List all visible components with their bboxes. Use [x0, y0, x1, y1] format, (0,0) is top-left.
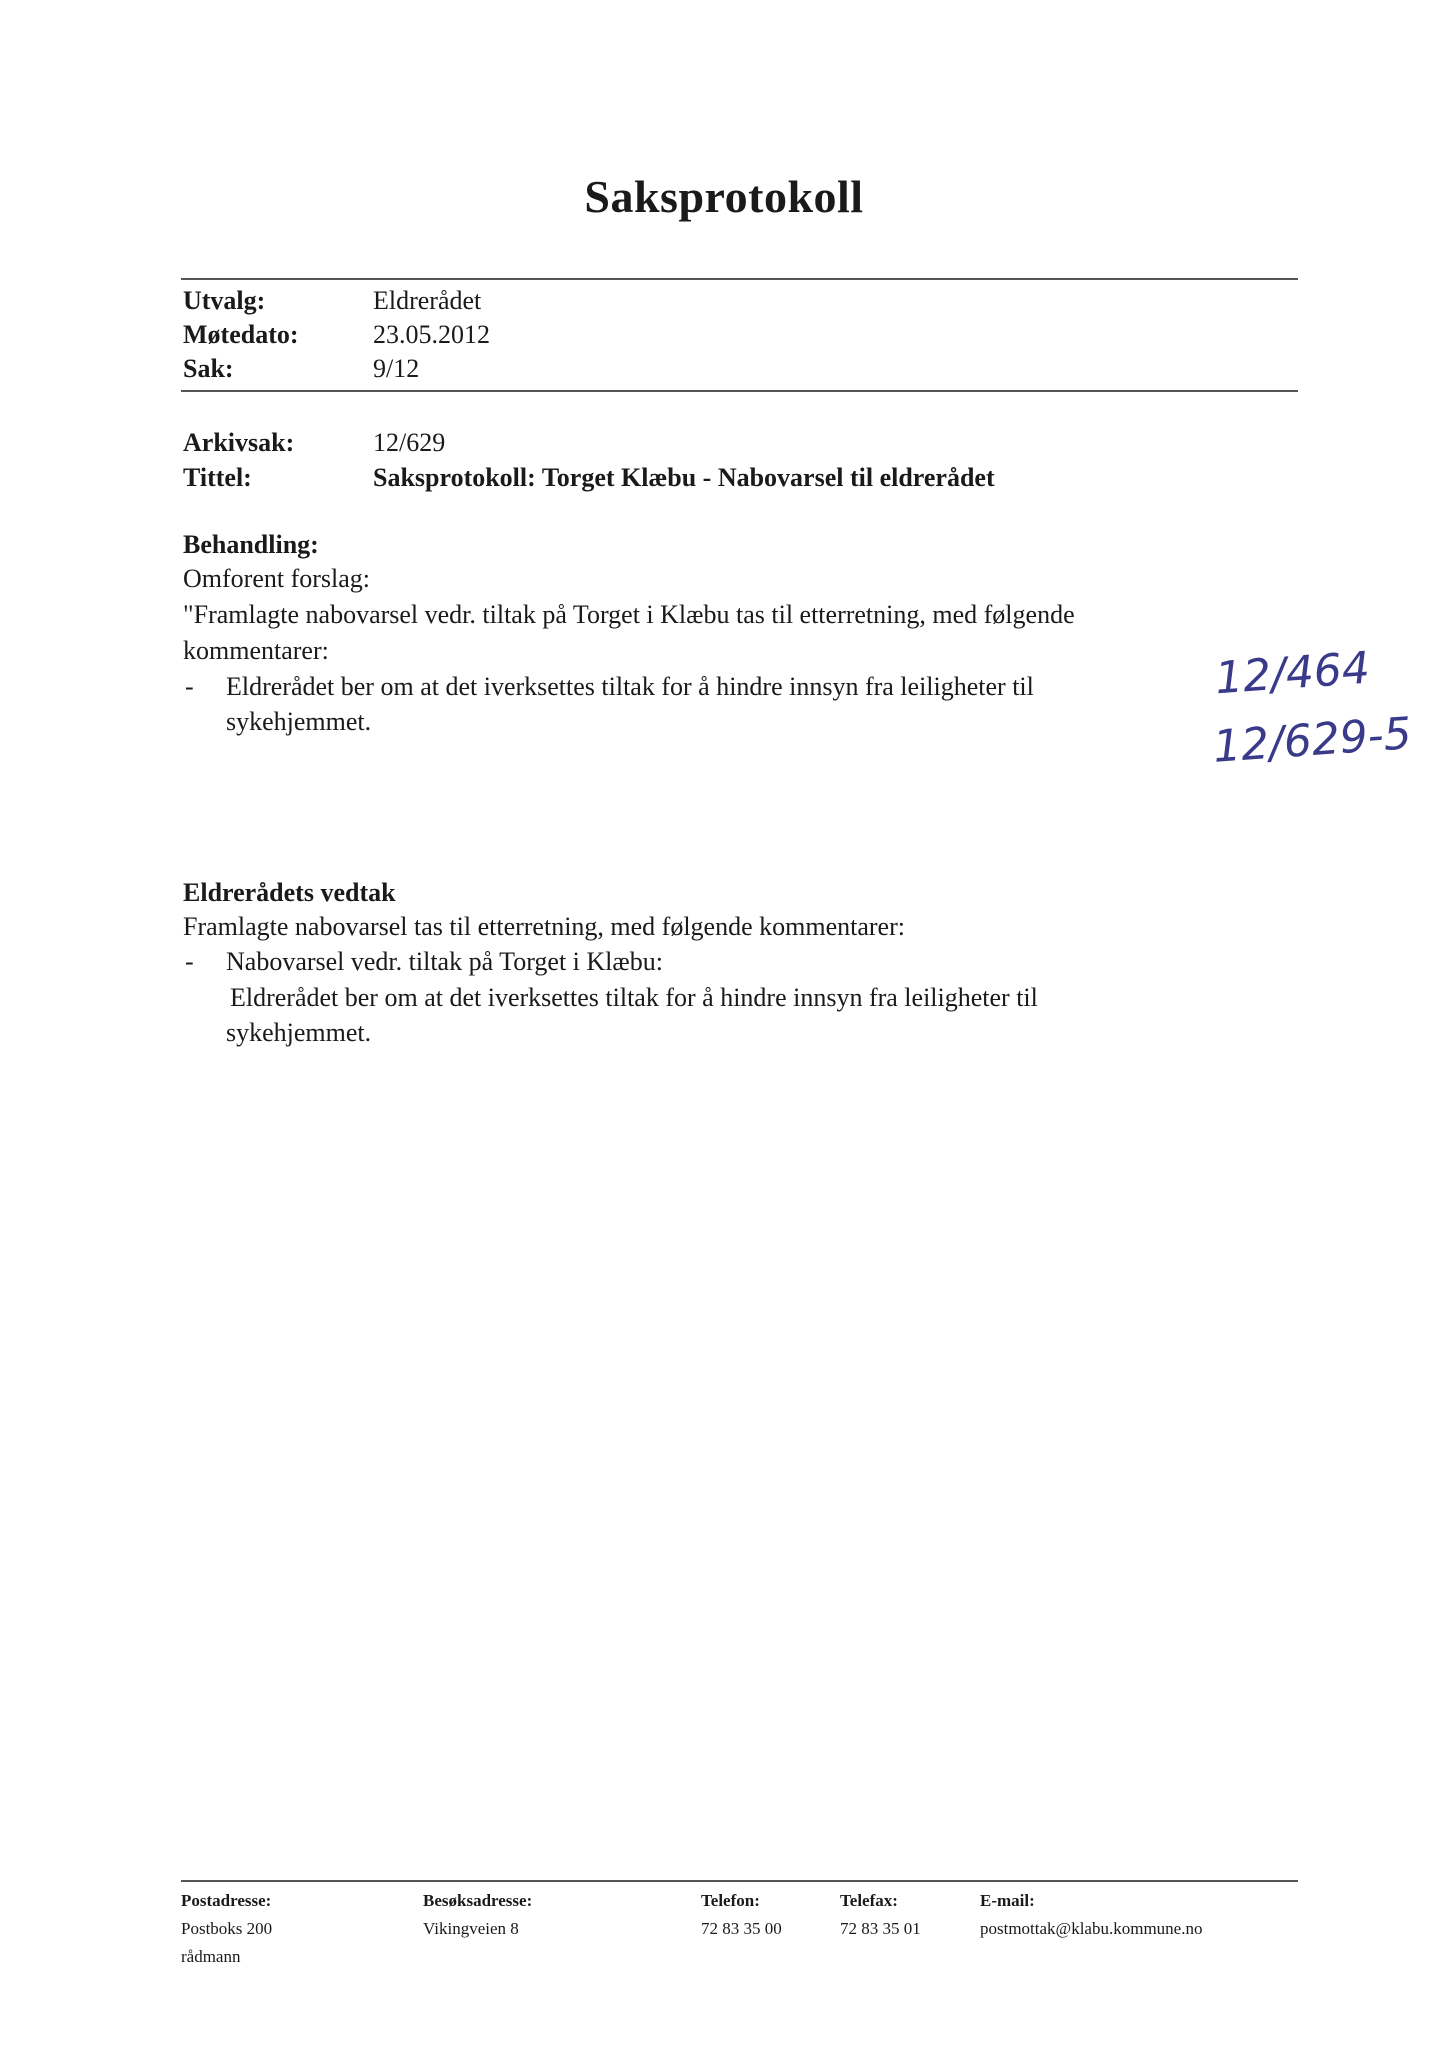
behandling-line-1: Omforent forslag:	[183, 564, 371, 593]
telefax-label: Telefax:	[840, 1891, 898, 1910]
footer-email	[980, 1887, 1202, 1943]
besoksadresse-value: Vikingveien 8	[423, 1919, 519, 1938]
footer-divider	[181, 1880, 1298, 1882]
vedtak-bullet-line-1: Nabovarsel vedr. tiltak på Torget i Klæbu:	[226, 947, 663, 976]
arkivsak-value: 12/629	[373, 428, 446, 457]
behandling-bullet-dash: -	[185, 672, 194, 701]
postadresse-line-2: rådmann	[181, 1947, 241, 1966]
tittel-label: Tittel:	[183, 463, 252, 492]
postadresse-label: Postadresse:	[181, 1891, 272, 1910]
divider-top	[181, 278, 1298, 280]
besoksadresse-label: Besøksadresse:	[423, 1891, 533, 1910]
divider-meta	[181, 390, 1298, 392]
behandling-line-2: "Framlagte nabovarsel vedr. tiltak på Torget i Klæbu tas til etterretning, med følgende	[183, 600, 1075, 629]
handwritten-note-1: 12/464	[1213, 642, 1372, 705]
vedtak-line-3: sykehjemmet.	[226, 1018, 372, 1047]
telefax-value: 72 83 35 01	[840, 1919, 921, 1938]
telefon-label: Telefon:	[701, 1891, 760, 1910]
utvalg-label: Utvalg:	[183, 286, 266, 315]
arkivsak-label: Arkivsak:	[183, 428, 295, 457]
sak-label: Sak:	[183, 354, 234, 383]
behandling-bullet-line-2: sykehjemmet.	[226, 707, 372, 736]
footer-besoksadresse	[423, 1887, 532, 1943]
vedtak-heading: Eldrerådets vedtak	[183, 878, 396, 907]
page-title: Saksprotokoll	[584, 171, 864, 222]
vedtak-line-2: Eldrerådet ber om at det iverksettes tiltak for å hindre innsyn fra leiligheter til	[230, 983, 1038, 1012]
motedato-value: 23.05.2012	[373, 320, 490, 349]
email-value[interactable]: postmottak@klabu.kommune.no	[980, 1919, 1203, 1938]
vedtak-line-1: Framlagte nabovarsel tas til etterretning, med følgende kommentarer:	[183, 912, 905, 941]
utvalg-value: Eldrerådet	[373, 286, 482, 315]
motedato-label: Møtedato:	[183, 320, 299, 349]
vedtak-bullet-dash: -	[185, 947, 194, 976]
footer-telefax	[840, 1887, 921, 1943]
behandling-line-3: kommentarer:	[183, 636, 329, 665]
tittel-value: Saksprotokoll: Torget Klæbu - Nabovarsel til eldrerådet	[373, 463, 995, 492]
email-label: E-mail:	[980, 1891, 1035, 1910]
handwritten-note-2: 12/629-5	[1211, 708, 1414, 773]
behandling-bullet-line-1: Eldrerådet ber om at det iverksettes tiltak for å hindre innsyn fra leiligheter til	[226, 672, 1034, 701]
postadresse-line-1: Postboks 200	[181, 1919, 273, 1938]
footer-postadresse	[181, 1887, 272, 1971]
behandling-heading: Behandling:	[183, 530, 319, 559]
footer-telefon	[701, 1887, 782, 1943]
sak-value: 9/12	[373, 354, 420, 383]
telefon-value: 72 83 35 00	[701, 1919, 782, 1938]
